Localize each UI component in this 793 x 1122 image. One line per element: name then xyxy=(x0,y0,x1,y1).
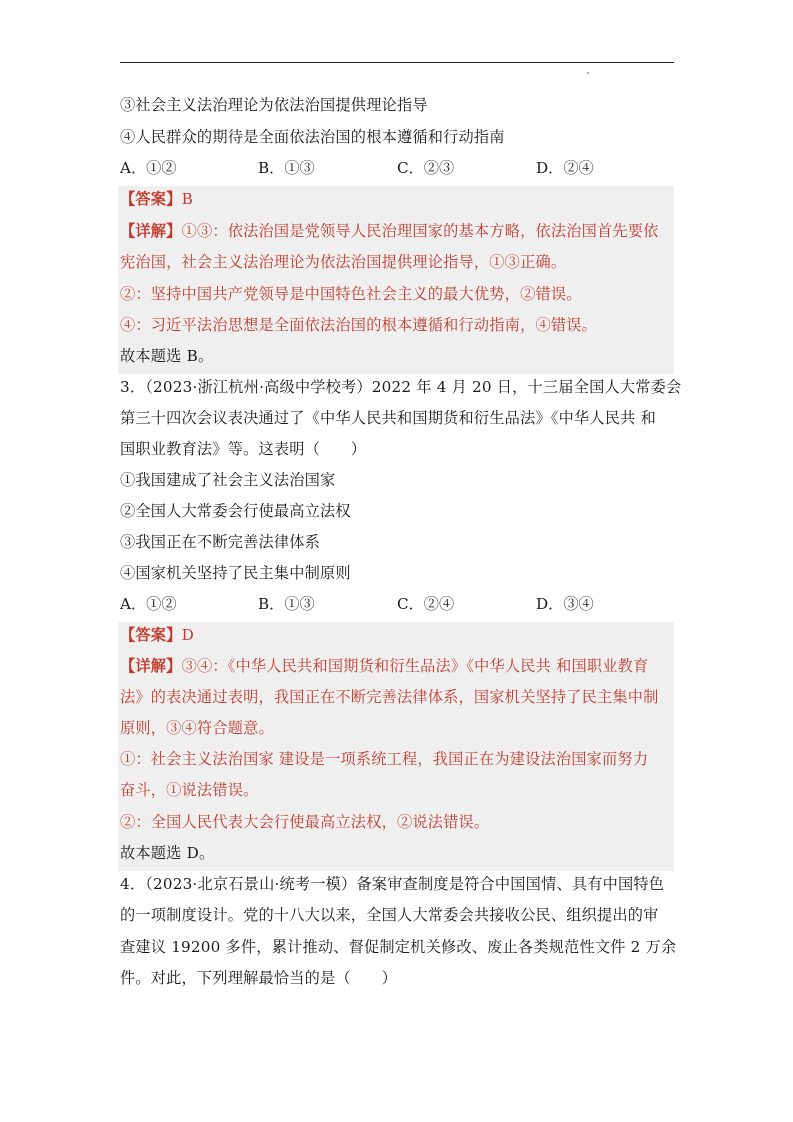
q4-stem-line-2: 的一项制度设计。党的十八大以来，全国人大常委会共接收公民、组织提出的审 xyxy=(120,906,659,924)
q3-stem-line-1: 3．（2023·浙江杭州·高级中学校考）2022 年 4 月 20 日，十三届全国人大常委会 xyxy=(120,378,682,396)
q3-stem-line-3: 国职业教育法》等。这表明（ ） xyxy=(120,440,367,458)
detail-tag: 【详解】 xyxy=(120,222,182,240)
q2-answer xyxy=(120,189,193,209)
q3-option-a: A．①② xyxy=(120,595,177,613)
q3-item-4: ④国家机关坚持了民主集中制原则 xyxy=(120,564,351,582)
answer-tag: 【答案】 xyxy=(120,190,182,208)
q3-option-c: C．②④ xyxy=(397,595,455,613)
q3-detail-line-1 xyxy=(120,656,648,676)
answer-tag: 【答案】 xyxy=(120,626,182,644)
detail-text: ①③：依法治国是党领导人民治理国家的基本方略，依法治国首先要依 xyxy=(181,222,659,240)
q3-option-b: B．①③ xyxy=(258,595,315,613)
q2-detail-line-2: 宪治国，社会主义法治理论为依法治国提供理论指导，①③正确。 xyxy=(120,253,567,271)
q3-detail-line-6: ②：全国人民代表大会行使最高立法权，②说法错误。 xyxy=(120,813,490,831)
q3-item-3: ③我国正在不断完善法律体系 xyxy=(120,533,321,551)
q3-detail-line-4: ①：社会主义法治国家 建设是一项系统工程，我国正在为建设法治国家而努力 xyxy=(120,750,649,768)
q3-item-1: ①我国建成了社会主义法治国家 xyxy=(120,471,336,489)
header-mark xyxy=(587,72,589,74)
q2-option-d: D．②④ xyxy=(536,159,594,177)
q4-stem-line-3: 查建议 19200 多件，累计推动、督促制定机关修改、废止各类规范性文件 2 万余 xyxy=(120,938,677,956)
q3-detail-line-2: 法》的表决通过表明，我国正在不断完善法律体系，国家机关坚持了民主集中制 xyxy=(120,688,659,706)
detail-tag: 【详解】 xyxy=(120,657,182,675)
q3-detail-line-3: 原则，③④符合题意。 xyxy=(120,719,274,737)
q2-detail-line-1 xyxy=(120,221,659,241)
q2-item-3: ③社会主义法治理论为依法治国提供理论指导 xyxy=(120,96,428,114)
q3-conclusion: 故本题选 D。 xyxy=(120,844,215,862)
header-rule xyxy=(120,62,674,63)
q3-answer xyxy=(120,625,194,645)
q2-conclusion: 故本题选 B。 xyxy=(120,347,214,365)
answer-value: B xyxy=(181,190,193,208)
q3-stem-line-2: 第三十四次会议表决通过了《中华人民共和国期货和衍生品法》《中华人民共 和 xyxy=(120,409,656,427)
q2-item-4: ④人民群众的期待是全面依法治国的根本遵循和行动指南 xyxy=(120,128,505,146)
q2-option-a: A．①② xyxy=(120,159,177,177)
q4-stem-line-4: 件。对此，下列理解最恰当的是（ ） xyxy=(120,969,397,987)
q2-option-b: B．①③ xyxy=(258,159,315,177)
q2-detail-line-3: ②：坚持中国共产党领导是中国特色社会主义的最大优势，②错误。 xyxy=(120,285,582,303)
q2-option-c: C．②③ xyxy=(397,159,455,177)
q3-detail-line-5: 奋斗，①说法错误。 xyxy=(120,781,259,799)
q2-detail-line-4: ④：习近平法治思想是全面依法治国的根本遵循和行动指南，④错误。 xyxy=(120,316,598,334)
q3-option-d: D．③④ xyxy=(536,595,594,613)
detail-text: ③④：《中华人民共和国期货和衍生品法》《中华人民共 和国职业教育 xyxy=(181,657,649,675)
q4-stem-line-1: 4．（2023·北京石景山·统考一模）备案审查制度是符合中国国情、具有中国特色 xyxy=(120,875,665,893)
q3-item-2: ②全国人大常委会行使最高立法权 xyxy=(120,502,351,520)
answer-value: D xyxy=(181,626,194,644)
